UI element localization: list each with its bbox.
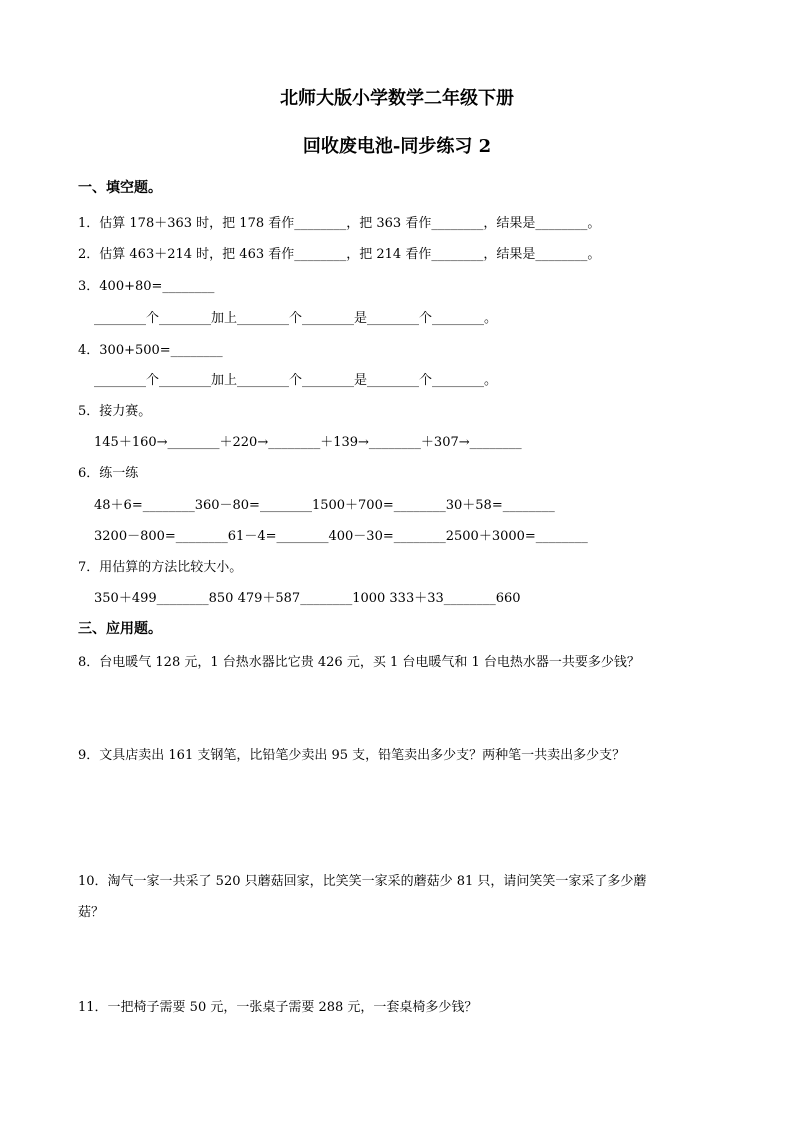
question-5: 5．接力赛。 bbox=[78, 404, 152, 419]
question-4: 4．300+500=________ bbox=[78, 343, 223, 358]
question-3: 3．400+80=________ bbox=[78, 279, 215, 294]
question-2: 2．估算 463＋214 时，把 463 看作________，把 214 看作________，结果是________。 bbox=[78, 247, 601, 262]
question-7: 7．用估算的方法比较大小。 bbox=[78, 560, 243, 575]
question-10-line-1: 10．淘气一家一共采了 520 只蘑菇回家，比笑笑一家采的蘑菇少 81 只，请问笑笑一家采了多少蘑 bbox=[78, 874, 647, 889]
question-11: 11．一把椅子需要 50 元，一张桌子需要 288 元，一套桌椅多少钱？ bbox=[78, 1000, 478, 1015]
question-1: 1．估算 178＋363 时，把 178 看作________，把 363 看作________，结果是________。 bbox=[78, 216, 601, 231]
page-title: 北师大版小学数学二年级下册 bbox=[280, 88, 514, 109]
question-6: 6．练一练 bbox=[78, 466, 139, 481]
question-6-row-2: 3200－800=________61－4=________400－30=________2500＋3000=________ bbox=[94, 529, 588, 544]
page-subtitle: 回收废电池-同步练习 2 bbox=[302, 136, 492, 157]
question-3-blanks: ________个________加上________个________是________个________。 bbox=[94, 311, 498, 326]
question-4-blanks: ________个________加上________个________是________个________。 bbox=[94, 373, 498, 388]
question-6-row-1: 48＋6=________360－80=________1500＋700=________30＋58=________ bbox=[94, 498, 555, 513]
question-10-line-2: 菇？ bbox=[78, 905, 105, 920]
question-8: 8．台电暖气 128 元，1 台热水器比它贵 426 元，买 1 台电暖气和 1 台电热水器一共要多少钱？ bbox=[78, 655, 640, 670]
question-7-compare: 350＋499________850 479＋587________1000 333＋33________660 bbox=[94, 591, 521, 606]
question-5-relay: 145＋160→________＋220→________＋139→________＋307→________ bbox=[94, 435, 522, 450]
question-9: 9．文具店卖出 161 支钢笔，比铅笔少卖出 95 支，铅笔卖出多少支？两种笔一共卖出多少支？ bbox=[78, 748, 626, 763]
section-heading-fill: 一、填空题。 bbox=[78, 180, 162, 196]
section-heading-apply: 三、应用题。 bbox=[78, 621, 162, 637]
